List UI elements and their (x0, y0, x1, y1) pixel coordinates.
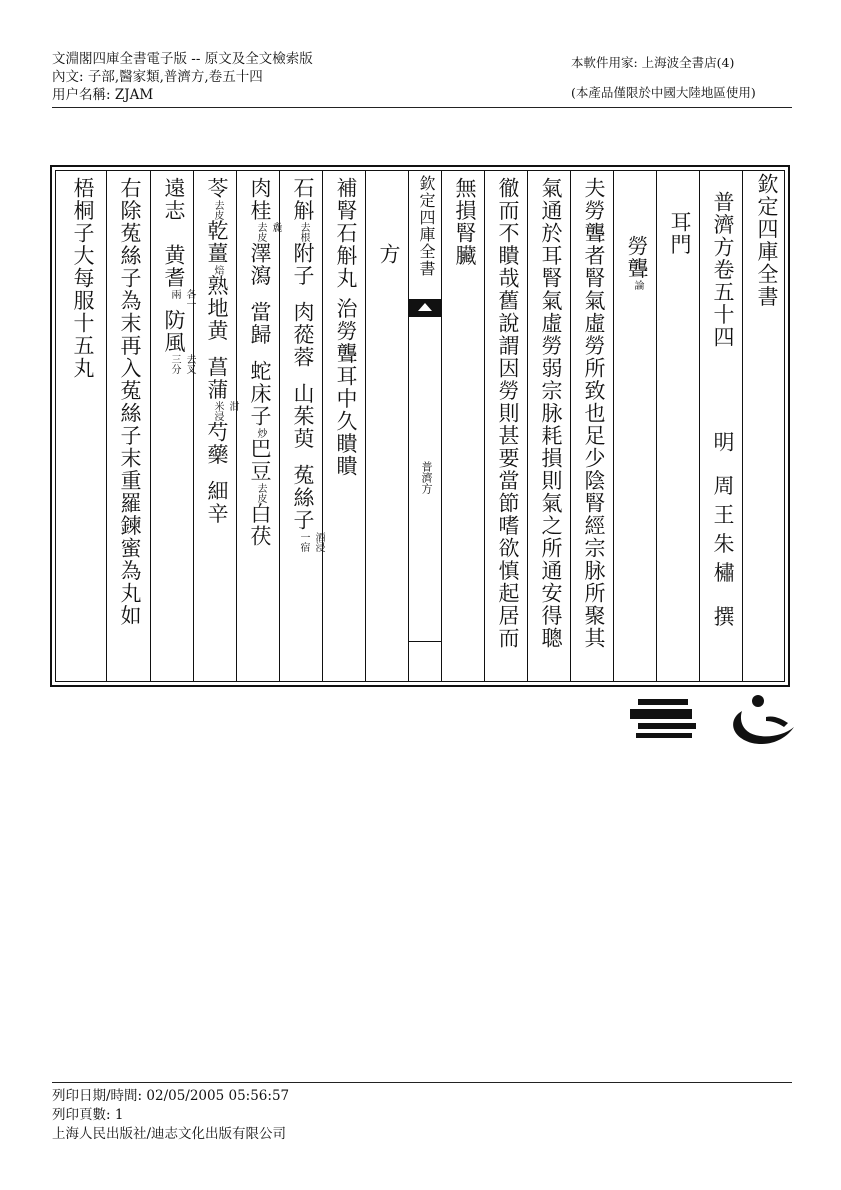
column-text: 徹而不瞶哉舊說謂因勞則甚要當節嗜欲慎起居而 (496, 177, 520, 650)
text-column (656, 171, 700, 681)
text-column (150, 171, 194, 681)
annotation: 炒 (255, 427, 266, 438)
text-column (441, 171, 485, 681)
annotation: 去叉 三分 (169, 354, 195, 374)
license-restriction: (本產品僅限於中國大陸地區使用) (571, 85, 756, 100)
seal-logo-icon (722, 693, 797, 749)
text-column (322, 171, 366, 681)
book-title: 欽定四庫全書 (755, 173, 779, 308)
annotation: 各一 兩 (169, 289, 195, 309)
volume-title: 普濟方卷五十四 (711, 191, 735, 349)
header-info (52, 50, 313, 104)
section-heading: 方 (377, 243, 401, 266)
column-text: 無損腎臟 (453, 177, 477, 267)
topic-heading: 勞聾論 (625, 235, 649, 290)
center-fold-book: 普濟方 (420, 461, 433, 494)
header-divider (52, 107, 792, 108)
column-text: 右除菟絲子為末再入菟絲子末重羅鍊蜜為丸如 (118, 177, 142, 627)
annotation: 焙 (212, 264, 223, 275)
annotation: 論 (632, 280, 643, 290)
section-title: 耳門 (668, 211, 692, 256)
header-edition: 文淵閣四庫全書電子版 -- 原文及全文檢索版 (52, 51, 313, 67)
author-line: 明 周王朱橚 撰 (711, 431, 735, 635)
license-holder: 本軟件用家: 上海波全書店(4) (571, 55, 735, 70)
text-column (613, 171, 657, 681)
header-content-path: 內文: 子部,醫家類,普濟方,卷五十四 (52, 69, 263, 85)
fold-marker (408, 299, 441, 317)
text-column (570, 171, 614, 681)
text-column (365, 171, 409, 681)
header-license (571, 54, 756, 102)
column-text: 梧桐子大每服十五丸 (71, 177, 95, 380)
annotation: 去根 (298, 222, 309, 242)
center-fold-title: 欽定四庫全書 (417, 175, 436, 277)
header-username: 用户名稱: ZJAM (52, 87, 154, 103)
center-fold-column (408, 171, 442, 681)
book-logo-icon (628, 693, 698, 741)
text-column (279, 171, 323, 681)
text-column (236, 171, 280, 681)
text-column (484, 171, 528, 681)
scan-page-frame (50, 165, 790, 687)
print-pages: 列印頁數: 1 (52, 1107, 124, 1123)
text-column (106, 171, 151, 681)
fold-rule (408, 641, 441, 642)
formula-title: 補腎石斛丸 治勞聾耳中久瞶瞶 (334, 177, 358, 478)
annotation: 泔 米浸 (212, 401, 238, 421)
footer-divider (52, 1082, 792, 1083)
text-column (527, 171, 571, 681)
ingredient: 苓去皮乾薑焙熟地黄菖蒲泔 米浸芍藥細辛 (205, 177, 238, 525)
text-column (193, 171, 237, 681)
ingredient: 石斛去根附子肉蓯蓉山茱萸菟絲子酒浸 一宿 (291, 177, 324, 552)
print-datetime: 列印日期/時間: 02/05/2005 05:56:57 (52, 1088, 290, 1104)
ingredient: 遠志黄耆各一 兩防風去叉 三分 (162, 177, 195, 374)
ingredient: 肉桂麁 去皮澤瀉當歸蛇床子炒巴豆去皮白茯 (248, 177, 281, 548)
annotation: 酒浸 一宿 (298, 531, 324, 552)
column-text: 氣通於耳腎氣虛勞弱宗脉耗損則氣之所通安得聰 (539, 177, 563, 650)
publisher: 上海人民出版社/迪志文化出版有限公司 (52, 1126, 287, 1142)
text-column (742, 171, 788, 681)
annotation: 麁 去皮 (255, 222, 281, 242)
scan-page-inner (55, 170, 785, 682)
column-text: 夫勞聾者腎氣虛勞所致也足少陰腎經宗脉所聚其 (582, 177, 606, 650)
annotation: 去皮 (255, 482, 266, 503)
text-column (699, 171, 743, 681)
annotation: 去皮 (212, 199, 223, 220)
footer-info (52, 1087, 289, 1144)
text-column (56, 171, 107, 681)
